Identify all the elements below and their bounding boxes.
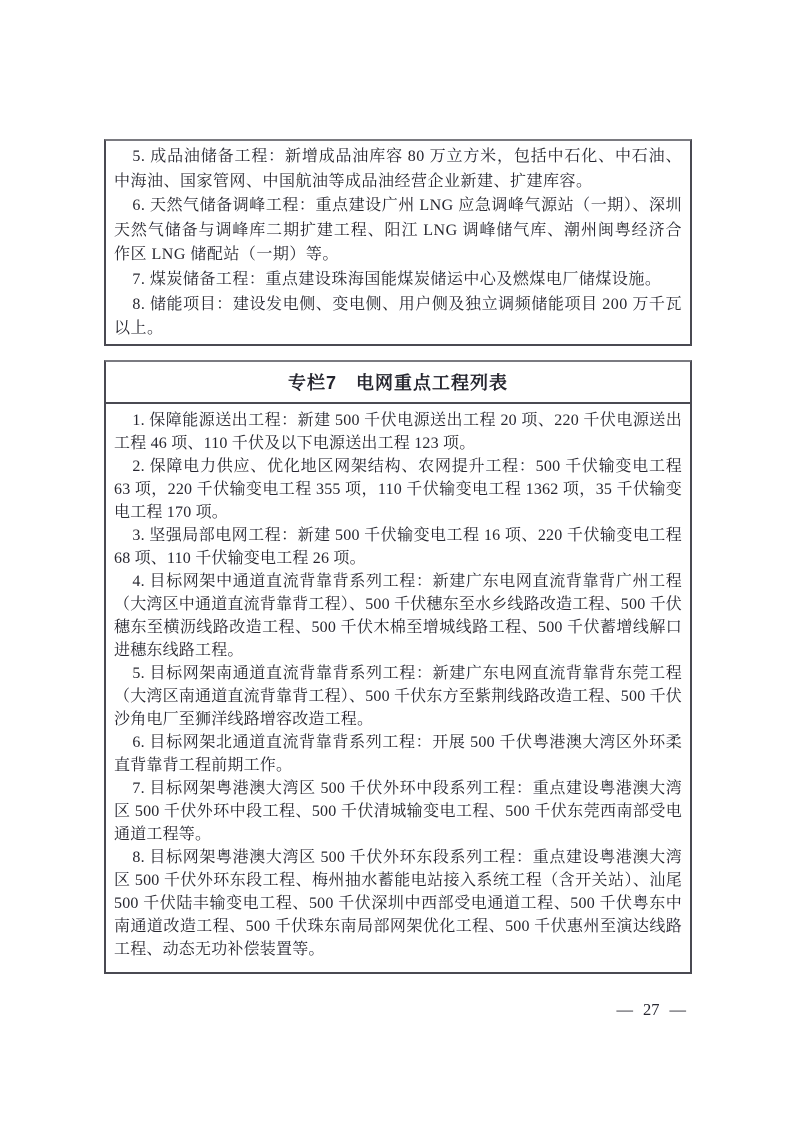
page-number: 27 xyxy=(643,1000,660,1019)
paragraph-item-6: 6. 天然气储备调峰工程：重点建设广州 LNG 应急调峰气源站（一期）、深圳天然气储备与调峰库二期扩建工程、阳江 LNG 调峰储气库、潮州闽粤经济合作区 LNG 储配站（一期）等。 xyxy=(114,197,682,264)
grid-paragraph-item-1: 1. 保障能源送出工程：新建 500 千伏电源送出工程 20 项、220 千伏电源送出工程 46 项、110 千伏及以下电源送出工程 123 项。 xyxy=(114,412,682,452)
grid-paragraph-item-6: 6. 目标网架北通道直流背靠背系列工程：开展 500 千伏粤港澳大湾区外环柔直背靠背工程前期工作。 xyxy=(114,734,682,774)
grid-paragraph-item-4: 4. 目标网架中通道直流背靠背系列工程：新建广东电网直流背靠背广州工程（大湾区中通道直流背靠背工程）、500 千伏穗东至水乡线路改造工程、500 千伏穗东至横沥线路改造工程、500 千伏木棉至增城线路工程、500 千伏蓄增线解口进穗东线路工程。 xyxy=(114,573,683,659)
grid-paragraph-item-3: 3. 坚强局部电网工程：新建 500 千伏输变电工程 16 项、220 千伏输变电工程 68 项、110 千伏输变电工程 26 项。 xyxy=(114,527,682,567)
box-title: 专栏7 电网重点工程列表 xyxy=(287,373,508,393)
grid-paragraph-item-5: 5. 目标网架南通道直流背靠背系列工程：新建广东电网直流背靠背东莞工程（大湾区南通道直流背靠背工程）、500 千伏东方至紫荆线路改造工程、500 千伏沙角电厂至狮洋线路增容改造工程。 xyxy=(114,665,683,728)
footer-right-dash: — xyxy=(669,1000,686,1019)
box-title-row xyxy=(106,362,690,404)
grid-paragraph-item-7: 7. 目标网架粤港澳大湾区 500 千伏外环中段系列工程：重点建设粤港澳大湾区 500 千伏外环中段工程、500 千伏清城输变电工程、500 千伏东莞西南部受电通道工程等。 xyxy=(114,780,682,843)
grid-key-projects-box xyxy=(104,360,692,974)
page-footer xyxy=(617,1000,687,1020)
grid-paragraph-item-8: 8. 目标网架粤港澳大湾区 500 千伏外环东段系列工程：重点建设粤港澳大湾区 500 千伏外环东段工程、梅州抽水蓄能电站接入系统工程（含开关站）、汕尾 500 千伏陆丰输变电工程、500 千伏深圳中西部受电通道工程、500 千伏粤东中南通道改造工程、500 千伏珠东南局部网架优化工程、500 千伏惠州至演达线路工程、动态无功补偿装置等。 xyxy=(114,849,682,958)
paragraph-item-7: 7. 煤炭储备工程：重点建设珠海国能煤炭储运中心及燃煤电厂储煤设施。 xyxy=(132,270,662,288)
box-body xyxy=(106,404,690,961)
footer-left-dash: — xyxy=(616,1000,633,1019)
energy-reserve-projects-box xyxy=(104,139,692,346)
grid-paragraph-item-2: 2. 保障电力供应、优化地区网架结构、农网提升工程：500 千伏输变电工程 63 项，220 千伏输变电工程 355 项，110 千伏输变电工程 1362 项，35 千伏输变电工程 170 项。 xyxy=(114,458,682,521)
paragraph-item-8: 8. 储能项目：建设发电侧、变电侧、用户侧及独立调频储能项目 200 万千瓦以上。 xyxy=(114,295,682,338)
paragraph-item-5: 5. 成品油储备工程：新增成品油库容 80 万立方米，包括中石化、中石油、中海油、国家管网、中国航油等成品油经营企业新建、扩建库容。 xyxy=(114,148,682,190)
